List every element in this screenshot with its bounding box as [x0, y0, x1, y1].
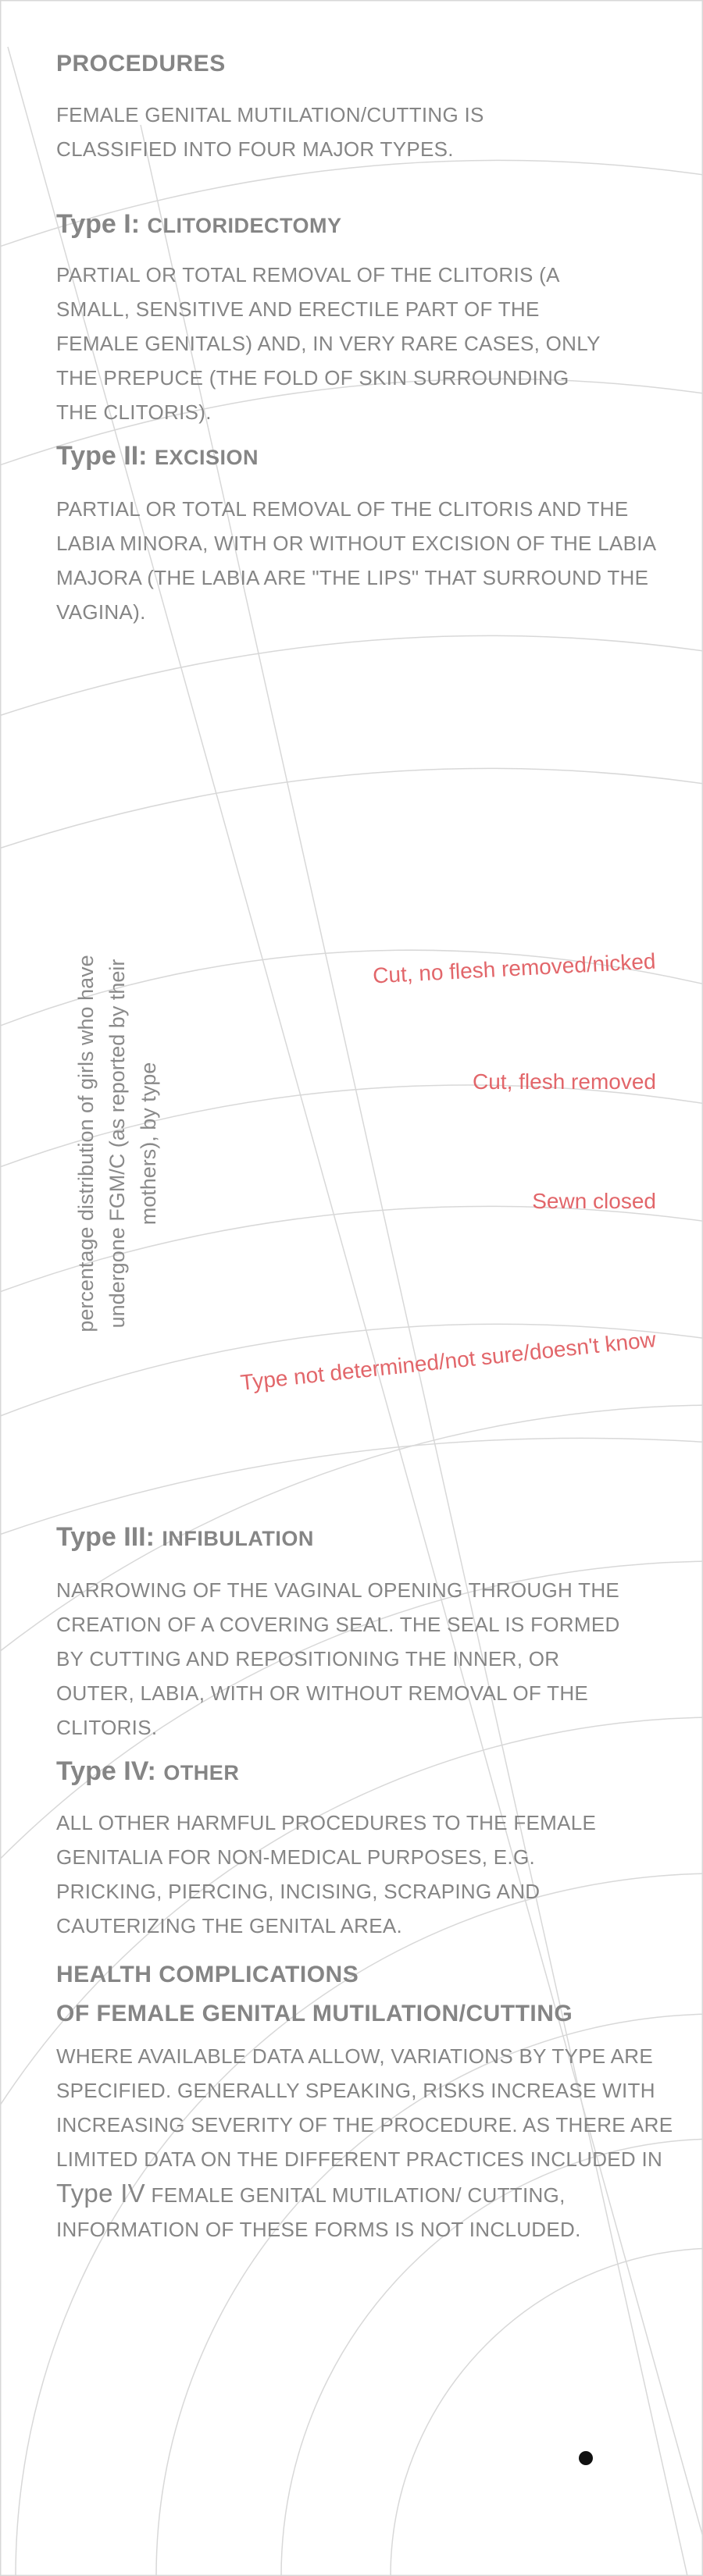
type-2-suffix: EXCISION	[154, 446, 259, 469]
type-1-suffix: CLITORIDECTOMY	[147, 214, 342, 237]
health-title	[56, 1955, 573, 2033]
type-1-description: PARTIAL OR TOTAL REMOVAL OF THE CLITORIS (A SMALL, SENSITIVE AND ERECTILE PART OF THE FEMALE GENITALS) AND, IN VERY RARE CASES, ONLY THE PREPUCE (THE FOLD OF SKIN SURROUNDING THE CLITORIS).	[56, 263, 601, 424]
type-4-heading	[56, 1756, 239, 1787]
chart-axis-title: percentage distribution of girls who have undergone FGM/C (as reported by their mothers), by type	[74, 955, 160, 1332]
procedures-title: PROCEDURES	[56, 51, 226, 76]
type-2-description: PARTIAL OR TOTAL REMOVAL OF THE CLITORIS AND THE LABIA MINORA, WITH OR WITHOUT EXCISION OF THE LABIA MAJORA (THE LABIA ARE "THE LIPS" THAT SURROUND THE VAGINA).	[56, 497, 656, 624]
health-text-type: Type IV	[56, 2179, 145, 2208]
type-3-name: Type III:	[56, 1522, 155, 1552]
dot-marker	[579, 2451, 593, 2465]
type-4-description: ALL OTHER HARMFUL PROCEDURES TO THE FEMALE GENITALIA FOR NON-MEDICAL PURPOSES, E.G. PRICKING, PIERCING, INCISING, SCRAPING AND CAUTERIZING THE GENITAL AREA.	[56, 1811, 597, 1937]
type-3-description: NARROWING OF THE VAGINAL OPENING THROUGH THE CREATION OF A COVERING SEAL. THE SEAL IS FORMED BY CUTTING AND REPOSITIONING THE INNER, OR OUTER, LABIA, WITH OR WITHOUT REMOVAL OF THE CLITORIS.	[56, 1578, 620, 1739]
legend-cut-no-flesh: Cut, no flesh removed/nicked	[372, 948, 657, 988]
health-text-part1: WHERE AVAILABLE DATA ALLOW, VARIATIONS BY TYPE ARE SPECIFIED. GENERALLY SPEAKING, RISKS INCREASE WITH INCREASING SEVERITY OF THE PROCEDURE. AS THERE ARE LIMITED DATA ON THE DIFFERENT PRACTICES INCLUDED IN	[56, 2044, 673, 2171]
type-3-suffix: INFIBULATION	[162, 1527, 314, 1550]
health-title-line2: OF FEMALE GENITAL MUTILATION/CUTTING	[56, 2001, 573, 2026]
health-title-line1: HEALTH COMPLICATIONS	[56, 1962, 359, 1987]
legend-type-not-determined: Type not determined/not sure/doesn't know	[239, 1327, 658, 1395]
health-text	[56, 2039, 673, 2247]
legend-sewn-closed: Sewn closed	[532, 1189, 656, 1213]
type-2-heading	[56, 441, 259, 471]
procedures-intro: FEMALE GENITAL MUTILATION/CUTTING IS CLASSIFIED INTO FOUR MAJOR TYPES.	[56, 103, 484, 161]
legend-cut-flesh-removed: Cut, flesh removed	[473, 1069, 656, 1094]
health-text-part2: FEMALE GENITAL MUTILATION/ CUTTING, INFORMATION OF THESE FORMS IS NOT INCLUDED.	[56, 2183, 581, 2241]
type-4-name: Type IV:	[56, 1756, 156, 1786]
type-2-name: Type II:	[56, 441, 148, 471]
type-1-heading	[56, 209, 342, 240]
type-4-suffix: OTHER	[163, 1761, 240, 1784]
type-1-name: Type I:	[56, 209, 141, 239]
type-3-heading	[56, 1522, 314, 1553]
